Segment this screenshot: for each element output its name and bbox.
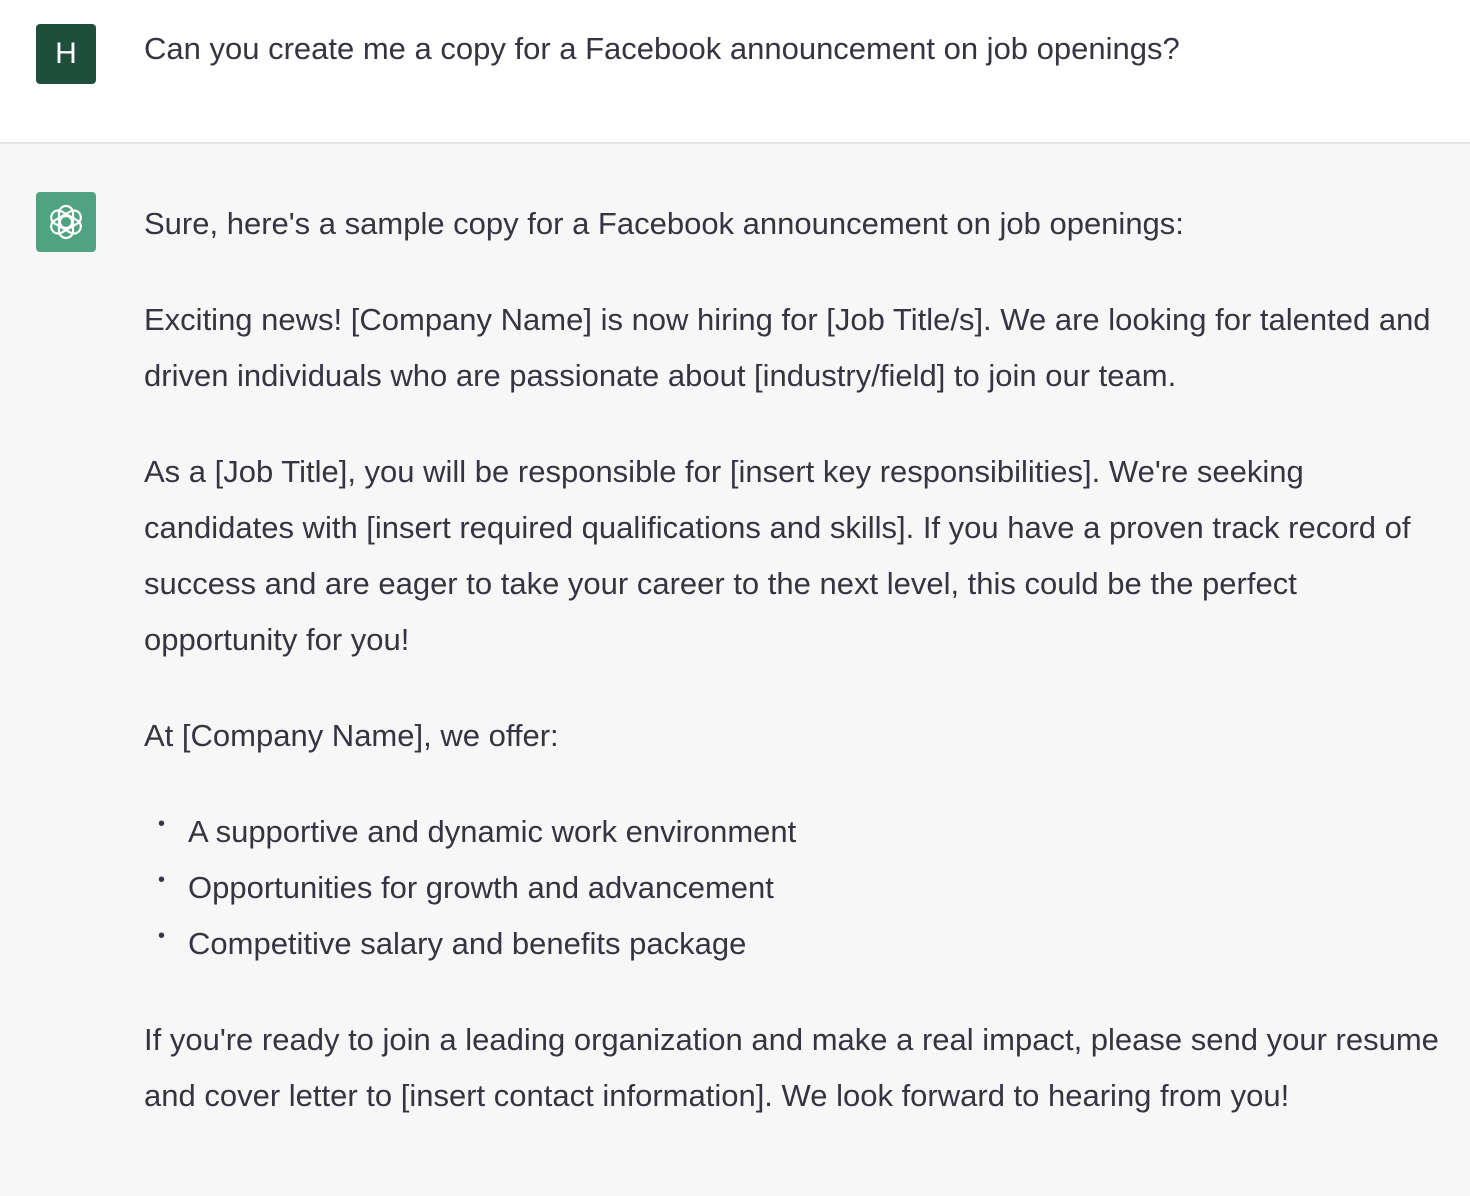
list-item-text: Competitive salary and benefits package [188, 926, 747, 961]
list-item [144, 916, 1454, 972]
assistant-paragraph-2: As a [Job Title], you will be responsible for [insert key responsibilities]. We're seeking candidates with [insert required qualifications and skills]. If you have a proven track record of success and are eager to take your career to the next level, this could be the perfect opportunity for you! [144, 454, 1411, 657]
bullet-icon: • [158, 813, 166, 835]
list-item [144, 804, 1454, 860]
list-item [144, 860, 1454, 916]
user-message [0, 0, 1470, 144]
assistant-message-body [144, 196, 1454, 1124]
assistant-paragraph-3: At [Company Name], we offer: [144, 718, 559, 753]
openai-logo-icon [44, 200, 88, 244]
benefits-list [144, 804, 1454, 972]
user-avatar [36, 24, 96, 84]
user-message-text: Can you create me a copy for a Facebook announcement on job openings? [144, 31, 1180, 66]
assistant-intro: Sure, here's a sample copy for a Facebook announcement on job openings: [144, 206, 1184, 241]
list-item-text: A supportive and dynamic work environment [188, 814, 797, 849]
user-avatar-letter: H [55, 37, 77, 70]
bullet-icon: • [158, 869, 166, 891]
bullet-icon: • [158, 925, 166, 947]
list-item-text: Opportunities for growth and advancement [188, 870, 774, 905]
assistant-paragraph-1: Exciting news! [Company Name] is now hiring for [Job Title/s]. We are looking for talented and driven individuals who are passionate about [industry/field] to join our team. [144, 302, 1431, 393]
assistant-paragraph-4: If you're ready to join a leading organization and make a real impact, please send your resume and cover letter to [insert contact information]. We look forward to hearing from you! [144, 1022, 1439, 1113]
assistant-message [0, 144, 1470, 1196]
assistant-avatar [36, 192, 96, 252]
